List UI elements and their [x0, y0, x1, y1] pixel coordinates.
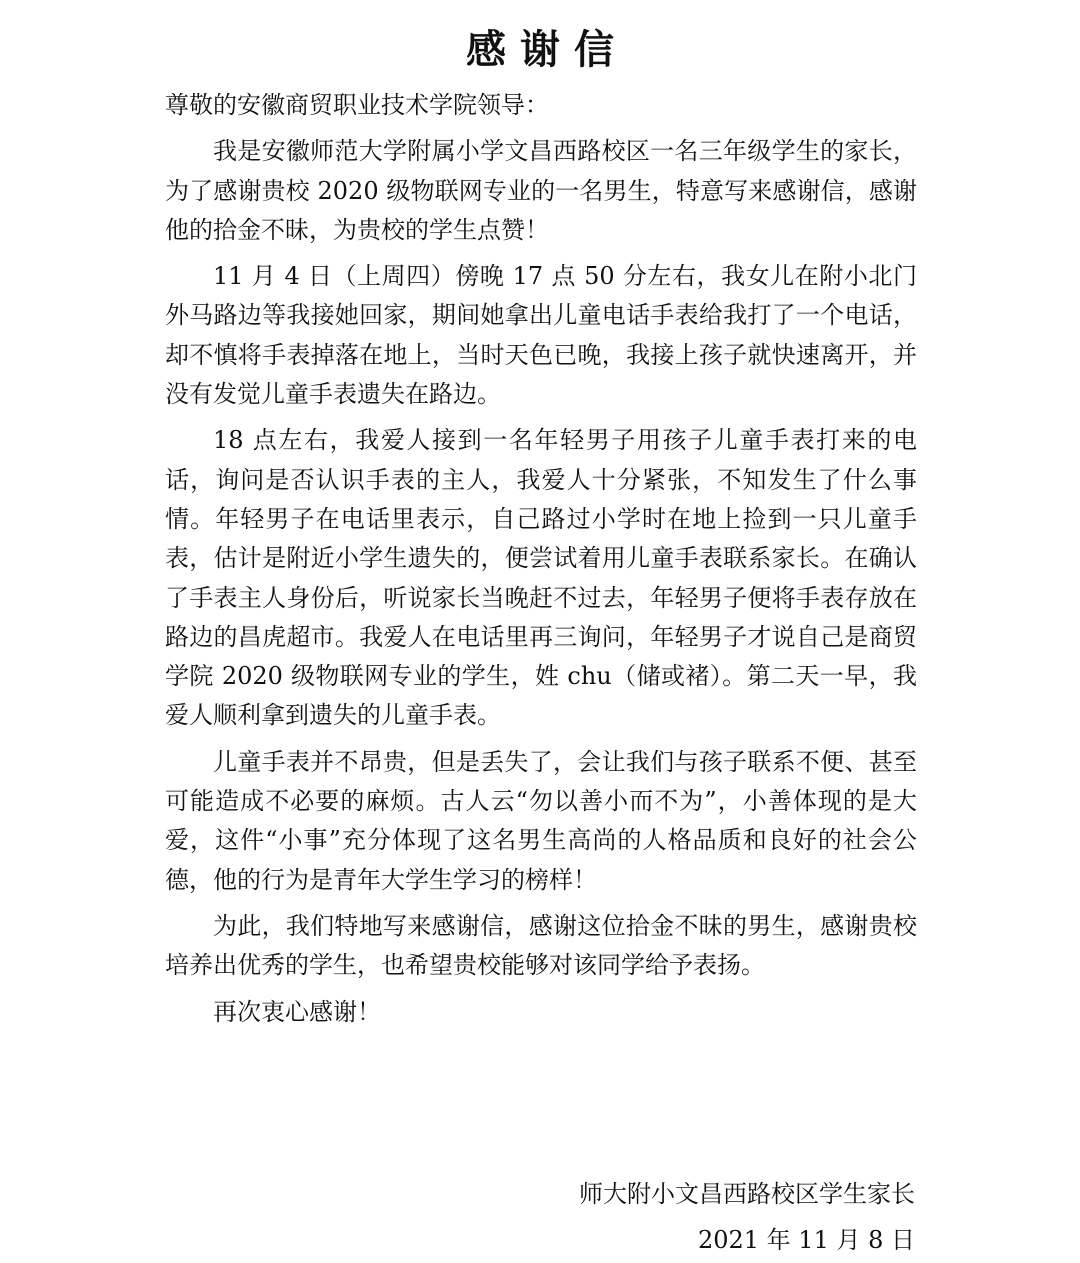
letter-closing: 再次衷心感谢！	[213, 997, 381, 1026]
letter-salutation: 尊敬的安徽商贸职业技术学院领导：	[165, 91, 549, 119]
letter-paragraph-5: 为此，我们特地写来感谢信，感谢这位拾金不昧的男生，感谢贵校培养出优秀的学生，也希望贵校能够对该同学给予表扬。	[165, 911, 917, 980]
letter-paragraph-2: 11 月 4 日（上周四）傍晚 17 点 50 分左右，我女儿在附小北门外马路边等我接她回家，期间她拿出儿童电话手表给我打了一个电话，却不慎将手表掉落在地上，当时天色已晚，我接上孩子就快速离开，并没有发觉儿童手表遗失在路边。	[165, 262, 917, 409]
letter-body	[165, 86, 917, 1039]
letter-paragraph-4: 儿童手表并不昂贵，但是丢失了，会让我们与孩子联系不便、甚至可能造成不必要的麻烦。古人云“勿以善小而不为”，小善体现的是大爱，这件“小事”充分体现了这名男生高尚的人格品质和良好的社会公德，他的行为是青年大学生学习的榜样！	[165, 747, 917, 894]
letter-date: 2021 年 11 月 8 日	[697, 1226, 915, 1254]
letter-signature: 师大附小文昌西路校区学生家长	[579, 1180, 915, 1208]
letter-paragraph-1: 我是安徽师范大学附属小学文昌西路校区一名三年级学生的家长，为了感谢贵校 2020 级物联网专业的一名男生，特意写来感谢信，感谢他的拾金不昧，为贵校的学生点赞！	[165, 137, 917, 244]
letter-title: 感谢信	[466, 27, 628, 73]
letter-paragraph-3: 18 点左右，我爱人接到一名年轻男子用孩子儿童手表打来的电话，询问是否认识手表的主人，我爱人十分紧张，不知发生了什么事情。年轻男子在电话里表示，自己路过小学时在地上捡到一只儿童手表，估计是附近小学生遗失的，便尝试着用儿童手表联系家长。在确认了手表主人身份后，听说家长当晚赶不过去，年轻男子便将手表存放在路边的昌虎超市。我爱人在电话里再三询问，年轻男子才说自己是商贸学院 2020 级物联网专业的学生，姓 chu（储或褚）。第二天一早，我爱人顺利拿到遗失的儿童手表。	[165, 426, 917, 730]
